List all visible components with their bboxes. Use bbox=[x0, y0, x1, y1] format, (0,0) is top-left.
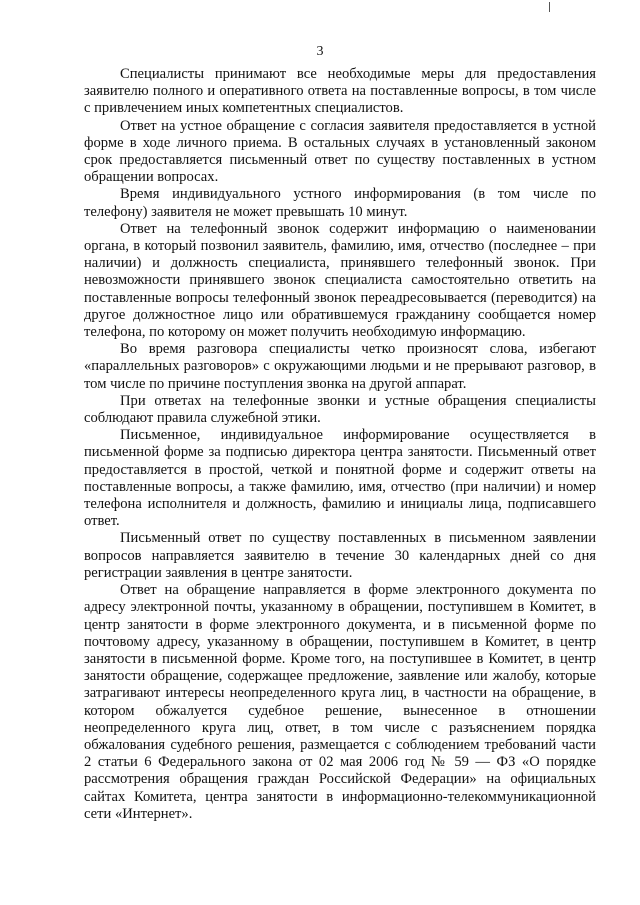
paragraph-2: Ответ на устное обращение с согласия заявителя предоставляется в устной форме в ходе личного приема. В остальных случаях в установленный законом срок предоставляется письменный ответ по существу поставленных в устном обращении вопросах. bbox=[84, 117, 596, 186]
page-number: 3 bbox=[316, 44, 324, 59]
paragraph-5: Во время разговора специалисты четко произносят слова, избегают «параллельных разговоров» с окружающими людьми и не прерывают разговор, в том числе по причине поступления звонка на другой аппарат. bbox=[84, 341, 596, 392]
paragraph-1: Специалисты принимают все необходимые меры для предоставления заявителю полного и оперативного ответа на поставленные вопросы, в том числе с привлечением иных компетентных специалистов. bbox=[84, 66, 596, 117]
document-body bbox=[84, 66, 596, 823]
paragraph-4: Ответ на телефонный звонок содержит информацию о наименовании органа, в который позвонил заявитель, фамилию, имя, отчество (последнее – при наличии) и должность специалиста, принявшего телефонный звонок. При невозможности принявшего звонок специалиста самостоятельно ответить на поставленные вопросы телефонный звонок переадресовывается (переводится) на другое должностное лицо или обратившемуся гражданину сообщается номер телефона, по которому он может получить необходимую информацию. bbox=[84, 220, 596, 341]
paragraph-6: При ответах на телефонные звонки и устные обращения специалисты соблюдают правила служебной этики. bbox=[84, 392, 596, 427]
paragraph-9: Ответ на обращение направляется в форме электронного документа по адресу электронной почты, указанному в обращении, поступившем в Комитет, в центр занятости в форме электронного документа, и в письменной форме по почтовому адресу, указанному в обращении, поступившем в Комитет, в центр занятости в письменной форме. Кроме того, на поступившее в Комитет, в центр занятости обращение, содержащее предложение, заявление или жалобу, которые затрагивают интересы неопределенного круга лиц, в частности на обращение, в котором обжалуется судебное решение, вынесенное в отношении неопределенного круга лиц, ответ, в том числе с разъяснением порядка обжалования судебного решения, размещается с соблюдением требований части 2 статьи 6 Федерального закона от 02 мая 2006 год № 59 — ФЗ «О порядке рассмотрения обращения граждан Российской Федерации» на официальных сайтах Комитета, центра занятости в информационно-телекоммуникационной сети «Интернет». bbox=[84, 582, 596, 822]
paragraph-7: Письменное, индивидуальное информирование осуществляется в письменной форме за подписью директора центра занятости. Письменный ответ предоставляется в простой, четкой и понятной форме и содержит ответы на поставленные вопросы, а также фамилию, имя, отчество (при наличии) и номер телефона исполнителя и должность, фамилию и инициалы лица, подписавшего ответ. bbox=[84, 427, 596, 530]
scan-mark bbox=[549, 2, 550, 12]
paragraph-3: Время индивидуального устного информирования (в том числе по телефону) заявителя не может превышать 10 минут. bbox=[84, 186, 596, 220]
paragraph-8: Письменный ответ по существу поставленных в письменном заявлении вопросов направляется заявителю в течение 30 календарных дней со дня регистрации заявления в центре занятости. bbox=[84, 530, 596, 581]
